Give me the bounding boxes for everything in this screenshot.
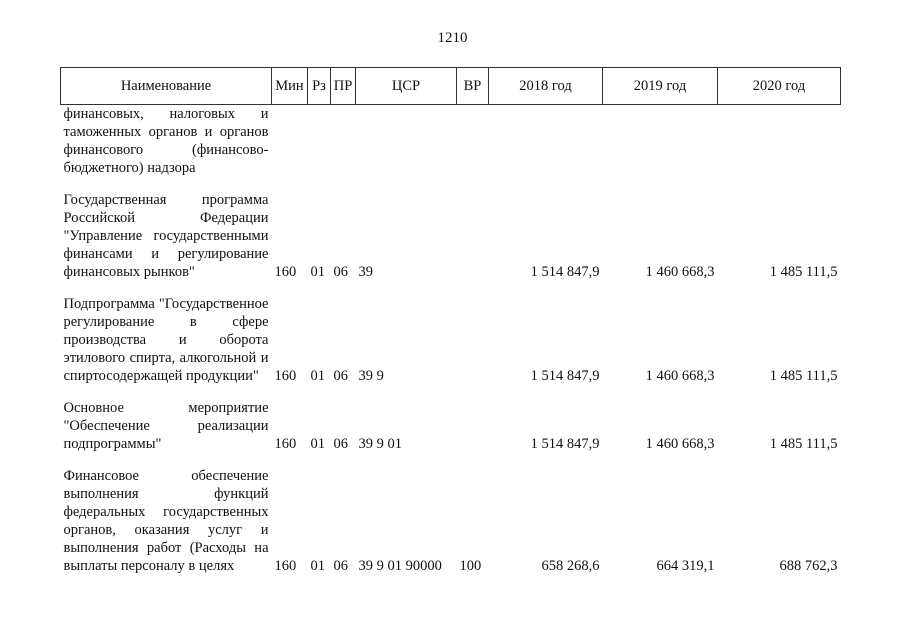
row-rz: 01: [310, 558, 325, 574]
budget-table: [60, 67, 841, 577]
row-2019: [603, 105, 718, 192]
row-2020: 1 485 111,5: [769, 368, 838, 384]
row-rz: 01: [310, 264, 325, 280]
row-2019: 1 460 668,3: [645, 436, 715, 452]
table-row: [61, 191, 841, 295]
row-2018: 1 514 847,9: [530, 368, 600, 384]
row-vr: [457, 295, 489, 399]
row-min: 160: [274, 264, 297, 280]
header-min: Мин: [272, 68, 308, 105]
row-rz: [308, 105, 331, 192]
row-csr: 39: [358, 264, 373, 280]
table-row: [61, 295, 841, 399]
table-row: [61, 399, 841, 467]
table-header-row: [61, 68, 841, 105]
row-2018: 1 514 847,9: [530, 436, 600, 452]
row-vr: [457, 399, 489, 467]
header-pr: ПР: [331, 68, 356, 105]
row-2018: 658 268,6: [541, 558, 600, 574]
row-name: Подпрограмма "Государственное регулирование в сфере производства и оборота этилового спирта, алкогольной и спиртосодержащей продукции": [63, 296, 269, 384]
header-2019: 2019 год: [603, 68, 718, 105]
row-rz: 01: [310, 436, 325, 452]
row-pr: [331, 105, 356, 192]
row-csr: 39 9 01 90000: [358, 558, 442, 574]
header-name: Наименование: [61, 68, 272, 105]
row-vr: [457, 191, 489, 295]
row-2019: 1 460 668,3: [645, 368, 715, 384]
header-2018: 2018 год: [489, 68, 603, 105]
row-pr: 06: [333, 368, 348, 384]
table-row: [61, 105, 841, 192]
row-name: Основное мероприятие "Обеспечение реализации подпрограммы": [63, 400, 269, 452]
page-number: 1210: [437, 30, 468, 46]
row-2020: 1 485 111,5: [769, 436, 838, 452]
row-rz: 01: [310, 368, 325, 384]
row-2020: 688 762,3: [779, 558, 838, 574]
row-2019: 1 460 668,3: [645, 264, 715, 280]
row-2018: 1 514 847,9: [530, 264, 600, 280]
row-min: 160: [274, 368, 297, 384]
header-rz: Рз: [308, 68, 331, 105]
row-pr: 06: [333, 264, 348, 280]
row-vr: 100: [459, 558, 482, 574]
row-2020: 1 485 111,5: [769, 264, 838, 280]
header-2020: 2020 год: [718, 68, 841, 105]
row-name: Государственная программа Российской Федерации "Управление государственными финансами и регулирование финансовых рынков": [63, 192, 269, 280]
row-csr: [356, 105, 457, 192]
header-csr: ЦСР: [356, 68, 457, 105]
table-row: [61, 467, 841, 577]
row-2020: [718, 105, 841, 192]
row-csr: 39 9: [358, 368, 384, 384]
row-2018: [489, 105, 603, 192]
header-vr: ВР: [457, 68, 489, 105]
row-pr: 06: [333, 558, 348, 574]
row-name: Финансовое обеспечение выполнения функций федеральных государственных органов, оказания услуг и выполнения работ (Расходы на выплаты персоналу в целях: [63, 468, 269, 574]
row-2019: 664 319,1: [656, 558, 715, 574]
row-vr: [457, 105, 489, 192]
row-csr: 39 9 01: [358, 436, 402, 452]
row-pr: 06: [333, 436, 348, 452]
row-min: 160: [274, 558, 297, 574]
row-min: 160: [274, 436, 297, 452]
row-min: [272, 105, 308, 192]
row-name: финансовых, налоговых и таможенных органов и органов финансового (финансово-бюджетного) надзора: [63, 106, 269, 176]
